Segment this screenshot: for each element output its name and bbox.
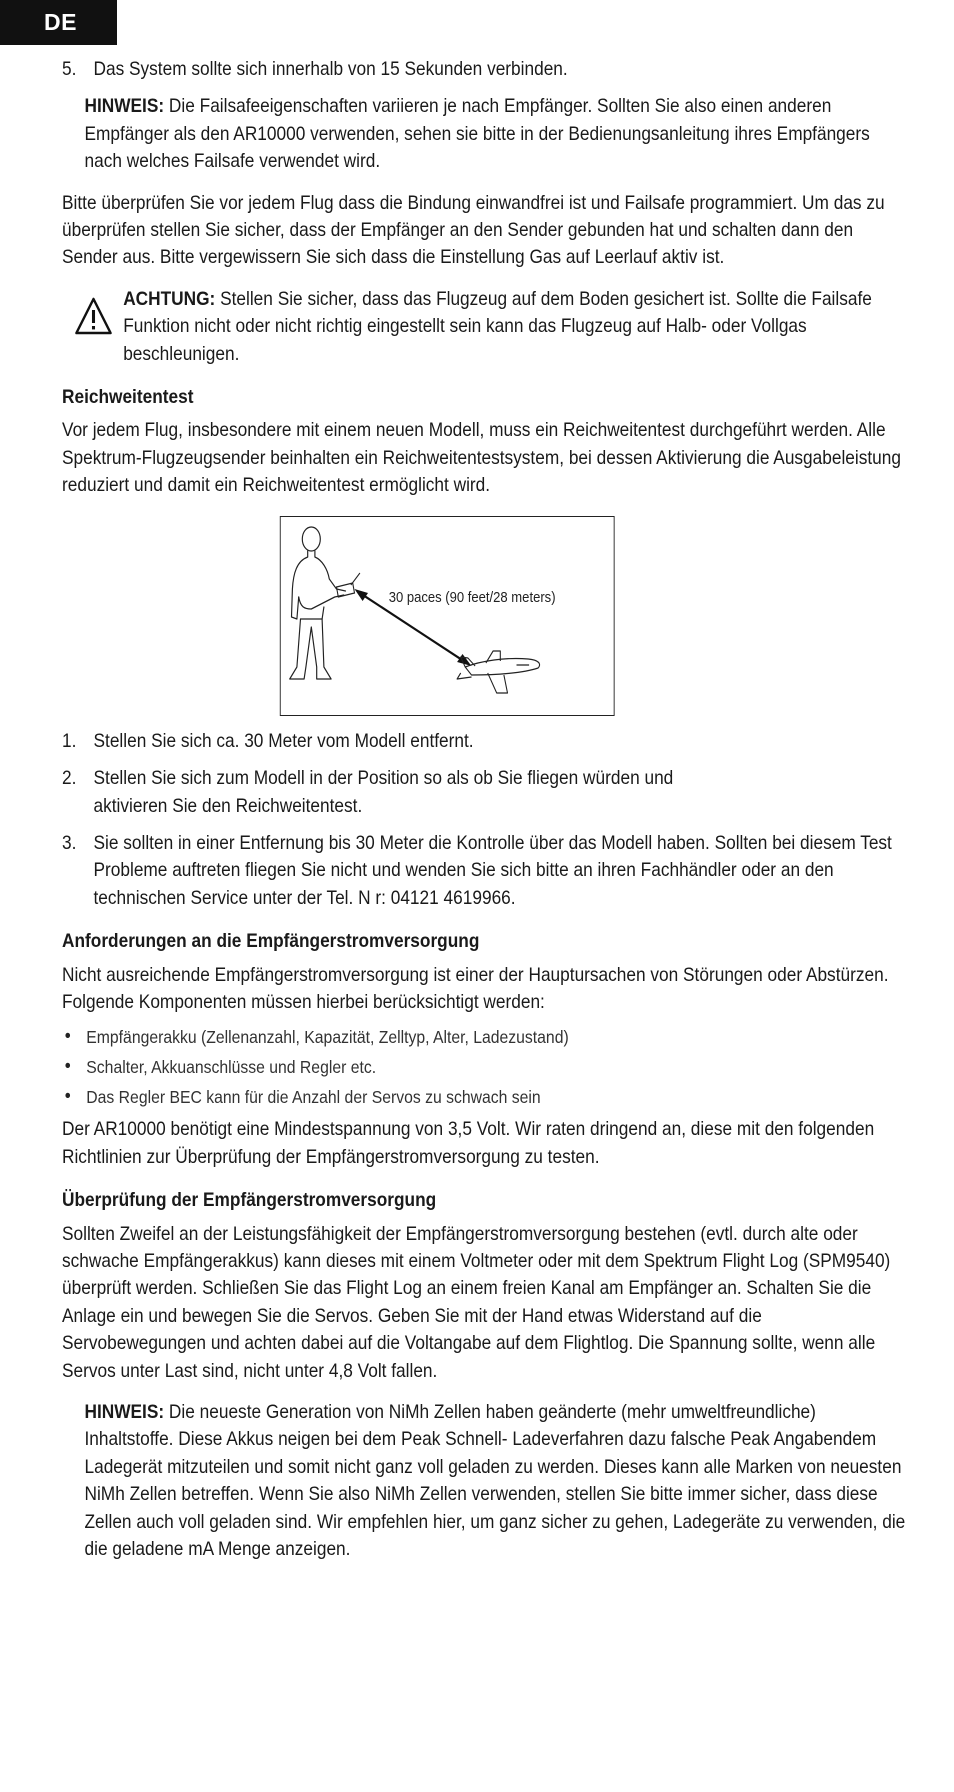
step-text: Stellen Sie sich ca. 30 Meter vom Modell entfernt.	[93, 730, 474, 752]
transmitter	[337, 573, 360, 597]
range-step-3	[62, 830, 908, 912]
paragraph-power-requirements: Nicht ausreichende Empfängerstromversorgung ist einer der Hauptursachen von Störungen oder Abstürzen. Folgende Komponenten müssen hierbei berücksichtigt werden:	[62, 964, 889, 1013]
step-text: Sie sollten in einer Entfernung bis 30 Meter die Kontrolle über das Modell haben. Sollten bei diesem Test Probleme auftreten fliegen Sie nicht und wenden Sie sich bitte an ihren Fachhändler oder an den technischen Service unter der Tel. N r: 04121 4619966.	[93, 832, 892, 909]
step-number: 2.	[62, 768, 77, 790]
airplane-model	[457, 651, 540, 693]
note-label: HINWEIS:	[84, 96, 165, 118]
step-5	[62, 56, 908, 83]
caution-label: ACHTUNG:	[123, 288, 216, 310]
power-components-list	[62, 1022, 908, 1112]
person-figure	[290, 527, 346, 679]
range-test-figure	[280, 516, 615, 716]
paragraph-check-binding: Bitte überprüfen Sie vor jedem Flug dass die Bindung einwandfrei ist und Failsafe programmiert. Um das zu überprüfen stellen Sie sicher, dass der Empfänger an den Sender gebunden hat und schalten dann den Sender aus. Bitte vergewissern Sie sich dass die Einstellung Gas auf Leerlauf aktiv ist.	[62, 192, 885, 269]
note-text: Die neueste Generation von NiMh Zellen haben geänderte (mehr umweltfreundliche) Inhaltstoffe. Diese Akkus neigen bei dem Peak Schnell- Ladeverfahren dazu falsche Peak Angabendem Ladegerät mitzuteilen und somit nicht ganz voll geladen zu werden. Dieses kann alle Marken von neuesten NiMh Zellen betreffen. Wenn Sie also NiMh Zellen verwenden, stellen Sie bitte immer sicher, dass diese Zellen auch voll geladen sind. Wir empfehlen hier, um ganz sicher zu gehen, Ladegeräte zu verwenden, die die geladene mA Menge anzeigen.	[84, 1402, 906, 1561]
heading-range-test: Reichweitentest	[62, 387, 194, 409]
note-text: Die Failsafeeigenschaften variieren je nach Empfänger. Sollten Sie also einen anderen Empfänger als den AR10000 verwenden, sehen sie bitte in der Bedienungsanleitung ihres Empfängers nach welches Failsafe verwendet wird.	[84, 96, 870, 173]
heading-power-requirements: Anforderungen an die Empfängerstromversorgung	[62, 931, 480, 953]
list-item: • Das Regler BEC kann für die Anzahl der Servos zu schwach sein	[64, 1086, 541, 1108]
list-item: • Schalter, Akkuanschlüsse und Regler etc.	[64, 1056, 377, 1078]
step-number: 1.	[62, 730, 77, 752]
range-test-illustration	[281, 517, 613, 714]
language-tab: DE	[0, 0, 117, 45]
step-number: 3.	[62, 832, 77, 854]
heading-power-check: Überprüfung der Empfängerstromversorgung	[62, 1190, 437, 1212]
paragraph-range-test: Vor jedem Flug, insbesondere mit einem neuen Modell, muss ein Reichweitentest durchgeführt werden. Alle Spektrum-Flugzeugsender beinhalten ein Reichweitentestsystem, bei dessen Aktivierung die Ausgabeleistung reduziert und damit ein Reichweitentest ermöglicht wird.	[62, 420, 901, 497]
note-nimh	[85, 1399, 909, 1563]
page-content	[62, 56, 906, 1577]
paragraph-min-voltage: Der AR10000 benötigt eine Mindestspannung von 3,5 Volt. Wir raten dringend an, diese mit den folgenden Richtlinien zur Überprüfung der Empfängerstromversorgung zu testen.	[62, 1119, 875, 1168]
range-step-2	[62, 765, 908, 820]
step-text: Stellen Sie sich zum Modell in der Position so als ob Sie fliegen würden und aktivieren Sie den Reichweitentest.	[93, 768, 674, 817]
list-item: • Empfängerakku (Zellenanzahl, Kapazität, Zelltyp, Alter, Ladezustand)	[64, 1026, 569, 1048]
caution-box	[62, 286, 908, 368]
note-label: HINWEIS:	[84, 1402, 165, 1423]
warning-triangle-icon	[74, 296, 114, 336]
caution-text: Stellen Sie sicher, dass das Flugzeug auf dem Boden gesichert ist. Sollte die Failsafe Funktion nicht oder nicht richtig eingestellt sein kann das Flugzeug auf Halb- oder Vollgas beschleunigen.	[123, 288, 872, 365]
step-text: Das System sollte sich innerhalb von 15 Sekunden verbinden.	[93, 59, 568, 80]
figure-caption: 30 paces (90 feet/28 meters)	[388, 589, 556, 606]
paragraph-power-check: Sollten Zweifel an der Leistungsfähigkeit der Empfängerstromversorgung bestehen (evtl. durch alte oder schwache Empfängerakkus) kann dieses mit einem Voltmeter oder mit dem Spektrum Flight Log (SPM9540) überprüft werden. Schließen Sie das Flight Log an einem freien Kanal am Empfänger an. Schalten Sie die Anlage ein und bewegen Sie die Servos. Geben Sie mit der Hand etwas Widerstand auf die Servobewegungen und achten dabei auf die Voltangabe auf dem Flightlog. Die Spannung sollte, wenn alle Servos unter Last sind, nicht unter 4,8 Volt fallen.	[62, 1223, 891, 1382]
note-failsafe	[85, 93, 909, 175]
step-number: 5.	[62, 59, 77, 80]
range-step-1	[62, 728, 908, 755]
